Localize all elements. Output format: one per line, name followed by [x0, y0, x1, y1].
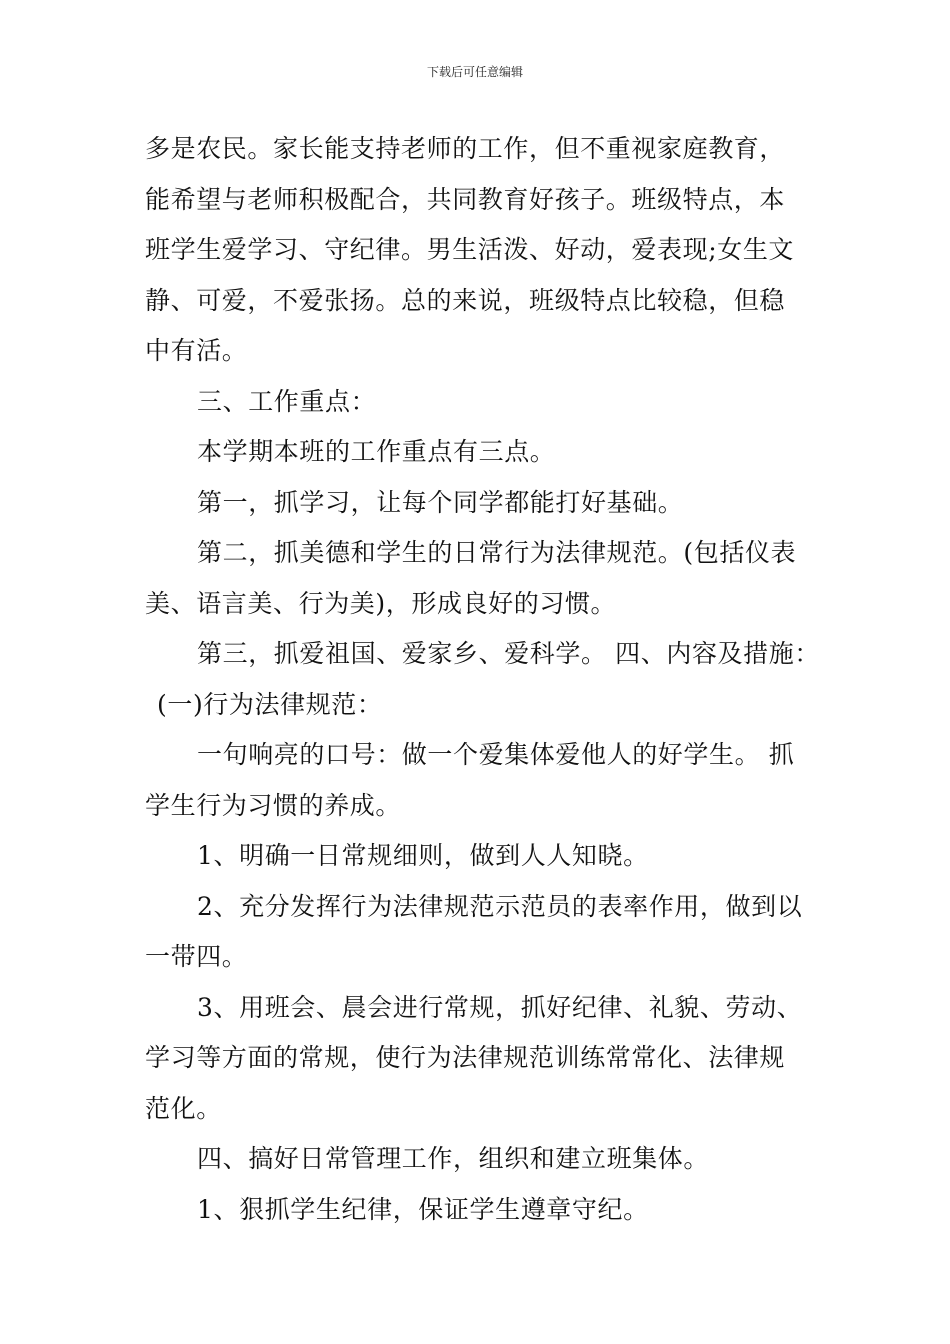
text-line: 静、可爱，不爱张扬。总的来说，班级特点比较稳，但稳: [145, 285, 786, 315]
paragraph-focus-first: [145, 478, 825, 529]
page-header: 下载后可任意编辑: [426, 65, 523, 79]
text-line: 本学期本班的工作重点有三点。: [197, 437, 556, 466]
text-line: 2、充分发挥行为法律规范示范员的表率作用，做到以: [197, 891, 803, 921]
section-heading-daily-management: [145, 1134, 825, 1185]
text-line: 第一，抓学习，让每个同学都能打好基础。: [197, 487, 684, 517]
list-item-1: [145, 831, 825, 882]
paragraph-focus-second: [145, 528, 825, 629]
paragraph-focus-third: [145, 629, 825, 730]
text-line: 能希望与老师积极配合，共同教育好孩子。班级特点，本: [145, 184, 786, 214]
list-item-discipline: [145, 1185, 825, 1236]
text-line: 学习等方面的常规，使行为法律规范训练常常化、法律规: [145, 1043, 786, 1072]
text-line: 学生行为习惯的养成。: [145, 790, 402, 820]
list-item-3: [145, 983, 825, 1135]
text-line: 中有活。: [145, 336, 248, 365]
text-line: 3、用班会、晨会进行常规，抓好纪律、礼貌、劳动、: [197, 992, 803, 1022]
text-line: 三、工作重点：: [197, 386, 377, 416]
section-heading-work-focus: [145, 377, 825, 428]
text-line: 第二，抓美德和学生的日常行为法律规范。(包括仪表: [197, 538, 797, 567]
text-line: 一句响亮的口号：做一个爱集体爱他人的好学生。 抓: [197, 740, 795, 769]
text-line: 四、搞好日常管理工作，组织和建立班集体。: [197, 1144, 710, 1173]
paragraph-focus-summary: [145, 427, 825, 478]
text-line: 1、狠抓学生纪律，保证学生遵章守纪。: [197, 1194, 649, 1224]
paragraph-family-background: [145, 124, 825, 377]
text-line: 多是农民。家长能支持老师的工作，但不重视家庭教育，: [145, 134, 786, 163]
text-line: (一)行为法律规范：: [157, 689, 383, 719]
text-line: 班学生爱学习、守纪律。男生活泼、好动，爱表现;女生文: [145, 235, 795, 264]
document-body: [145, 124, 825, 1235]
text-line: 范化。: [145, 1093, 222, 1123]
text-line: 美、语言美、行为美)，形成良好的习惯。: [145, 588, 617, 618]
paragraph-slogan: [145, 730, 825, 831]
list-item-2: [145, 882, 825, 983]
text-line: 一带四。: [145, 942, 248, 971]
text-line: 1、明确一日常规细则，做到人人知晓。: [197, 841, 649, 870]
text-line: 第三，抓爱祖国、爱家乡、爱科学。 四、内容及措施：: [197, 639, 820, 668]
